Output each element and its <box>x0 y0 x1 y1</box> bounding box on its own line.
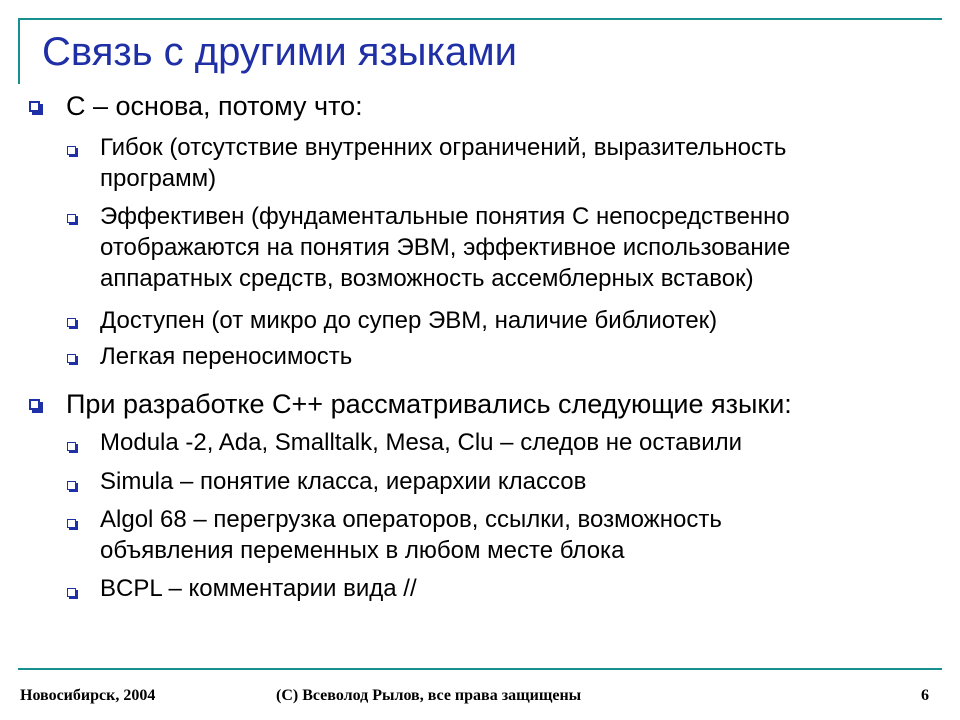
sub-bullet-square-icon <box>67 519 76 528</box>
list-item-line: объявления переменных в любом месте блока <box>100 537 625 564</box>
sub-bullet-square-icon <box>67 442 76 451</box>
list-item <box>100 305 717 336</box>
list-item <box>100 132 786 194</box>
list-item <box>100 573 417 604</box>
page-number: 6 <box>921 687 929 704</box>
bullet-square-icon <box>29 399 40 410</box>
list-item <box>100 341 352 372</box>
footer-rule <box>18 668 942 670</box>
list-item-line: программ) <box>100 165 217 192</box>
sub-bullet-square-icon <box>67 354 76 363</box>
list-item <box>100 466 586 497</box>
list-item-line: Гибок (отсутствие внутренних ограничений, выразительность <box>100 134 787 161</box>
list-item-line: Легкая переносимость <box>100 343 353 370</box>
title-left-rule <box>18 18 20 84</box>
list-item-line: Algol 68 – перегрузка операторов, ссылки, возможность <box>100 506 722 533</box>
list-item-line: Эффективен (фундаментальные понятия C непосредственно <box>100 203 790 230</box>
list-item-line: отображаются на понятия ЭВМ, эффективное использование <box>100 234 791 261</box>
title-top-rule <box>18 18 942 20</box>
section-heading: C – основа, потому что: <box>66 91 363 121</box>
list-item <box>100 504 722 566</box>
list-item-line: аппаратных средств, возможность ассемблерных вставок) <box>100 265 754 292</box>
list-item-line: BCPL – комментарии вида // <box>100 575 417 602</box>
list-item <box>100 427 742 458</box>
list-item <box>100 201 790 294</box>
slide-title: Связь с другими языками <box>42 30 517 74</box>
footer-location: Новосибирск, 2004 <box>20 687 156 704</box>
bullet-square-icon <box>29 101 40 112</box>
sub-bullet-square-icon <box>67 146 76 155</box>
sub-bullet-square-icon <box>67 214 76 223</box>
sub-bullet-square-icon <box>67 318 76 327</box>
sub-bullet-square-icon <box>67 588 76 597</box>
list-item-line: Доступен (от микро до супер ЭВМ, наличие библиотек) <box>100 307 718 334</box>
list-item-line: Simula – понятие класса, иерархии классов <box>100 468 587 495</box>
section-heading: При разработке C++ рассматривались следующие языки: <box>66 389 792 419</box>
sub-bullet-square-icon <box>67 481 76 490</box>
footer-copyright: (С) Всеволод Рылов, все права защищены <box>276 687 582 704</box>
list-item-line: Modula -2, Ada, Smalltalk, Mesa, Clu – следов не оставили <box>100 429 743 456</box>
